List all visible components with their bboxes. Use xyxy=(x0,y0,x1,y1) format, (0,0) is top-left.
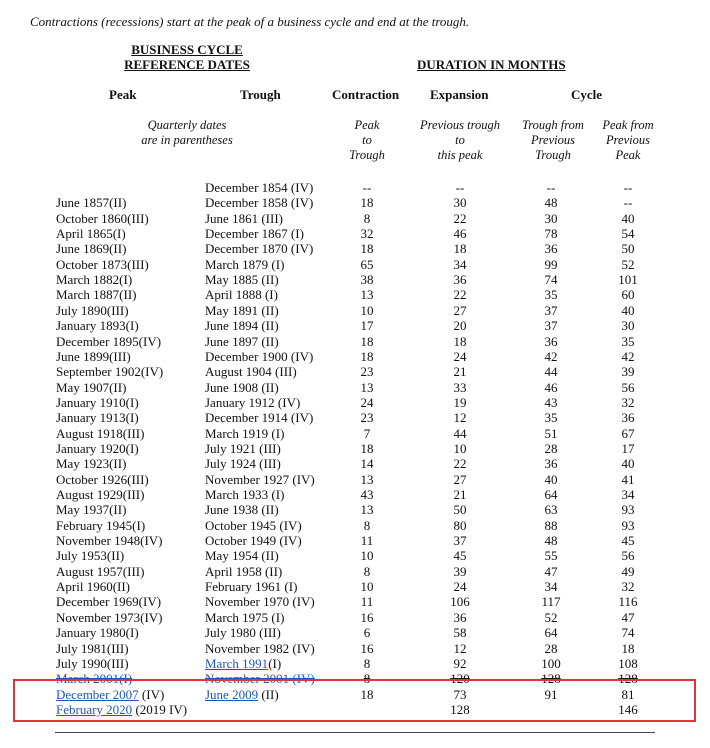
contraction-cell: 16 xyxy=(360,609,374,625)
trough-date: June 1897 (II) xyxy=(205,333,279,349)
expansion-cell: 92 xyxy=(453,655,467,671)
cycle-trough-cell: 37 xyxy=(544,318,558,334)
contraction-cell: 17 xyxy=(360,318,374,334)
trough-cell xyxy=(205,287,278,302)
trough-date: January 1912 (IV) xyxy=(205,394,301,410)
cycle-trough-cell: 43 xyxy=(544,394,558,410)
trough-cell xyxy=(205,334,279,349)
cycle-trough-cell: 128 xyxy=(541,671,561,687)
trough-cell xyxy=(205,195,313,210)
peak-cell xyxy=(56,656,129,671)
contraction-cell: 8 xyxy=(363,655,371,671)
cycle-peak-cell: 50 xyxy=(621,241,635,257)
peak-cell xyxy=(56,334,161,349)
contraction-cell: 32 xyxy=(360,226,374,242)
trough-cell xyxy=(205,226,304,241)
trough-date: February 1961 (I) xyxy=(205,579,298,595)
cycle-trough-cell: 36 xyxy=(544,456,558,472)
trough-cell xyxy=(205,641,315,656)
trough-date: October 1945 (IV) xyxy=(205,517,302,533)
peak-date: October 1860(III) xyxy=(56,210,149,226)
trough-date: March 1975 (I) xyxy=(205,609,285,625)
peak-cell xyxy=(56,410,139,425)
contraction-cell: 24 xyxy=(360,394,374,410)
trough-from-2: Previous xyxy=(531,133,575,147)
contraction-cell: 6 xyxy=(363,625,371,641)
cycle-trough-cell: 47 xyxy=(544,563,558,579)
cycle-peak-cell: 116 xyxy=(618,594,638,610)
peak-date: January 1980(I) xyxy=(56,625,139,641)
peak-date: March 1882(I) xyxy=(56,272,133,288)
peak-date: November 1973(IV) xyxy=(56,609,163,625)
contraction-cell: 18 xyxy=(360,195,374,211)
cycle-trough-cell: 35 xyxy=(544,287,558,303)
trough-cell xyxy=(205,518,302,533)
peak-cell xyxy=(56,441,139,456)
peak-cell xyxy=(56,395,139,410)
peak-date: February 1945(I) xyxy=(56,517,146,533)
cycle-trough-cell: 117 xyxy=(541,594,561,610)
cycle-trough-cell: 78 xyxy=(544,226,558,242)
peak-cell xyxy=(56,594,161,609)
peak-date: July 1981(III) xyxy=(56,640,129,656)
contraction-cell: 8 xyxy=(363,517,371,533)
expansion-cell: 12 xyxy=(453,640,467,656)
trough-from-3: Trough xyxy=(535,148,571,162)
peak-date: January 1920(I) xyxy=(56,440,139,456)
trough-cell xyxy=(205,548,279,563)
trough-from-1: Trough from xyxy=(522,118,584,132)
quarterly-note-1: Quarterly dates xyxy=(147,118,227,132)
peak-cell xyxy=(56,533,163,548)
cycle-peak-cell: 74 xyxy=(621,625,635,641)
peak-cell xyxy=(56,303,129,318)
contraction-cell: 38 xyxy=(360,272,374,288)
cycle-peak-cell: 93 xyxy=(621,517,635,533)
contraction-cell: 13 xyxy=(360,502,374,518)
trough-date: November 1982 (IV) xyxy=(205,640,315,656)
expansion-cell: 37 xyxy=(453,533,467,549)
contraction-cell: 16 xyxy=(360,640,374,656)
cycle-peak-cell: 36 xyxy=(621,410,635,426)
duration-heading: DURATION IN MONTHS xyxy=(417,57,566,72)
expansion-cell: 12 xyxy=(453,410,467,426)
trough-date: April 1958 (II) xyxy=(205,563,283,579)
cycle-trough-cell: 55 xyxy=(544,548,558,564)
peak-date: October 1873(III) xyxy=(56,256,149,272)
contraction-cell: -- xyxy=(362,180,372,195)
expansion-cell: 27 xyxy=(453,302,467,318)
cycle-trough-cell: 46 xyxy=(544,379,558,395)
cycle-trough-cell: 30 xyxy=(544,210,558,226)
contraction-cell: 13 xyxy=(360,379,374,395)
contraction-cell: 7 xyxy=(363,425,371,441)
cycle-peak-cell: 35 xyxy=(621,333,635,349)
trough-date: July 1924 (III) xyxy=(205,456,281,472)
peak-cell xyxy=(56,257,149,272)
trough-date: November 1970 (IV) xyxy=(205,594,315,610)
contraction-cell: 18 xyxy=(360,348,374,364)
cycle-peak-cell: 32 xyxy=(621,394,635,410)
trough-date: June 1908 (II) xyxy=(205,379,279,395)
peak-cell xyxy=(56,364,163,379)
trough-date: June 1938 (II) xyxy=(205,502,279,518)
expansion-cell: 106 xyxy=(450,594,470,610)
expansion-header: Expansion xyxy=(430,87,489,102)
trough-quarter: (I) xyxy=(268,655,282,671)
contraction-cell: 13 xyxy=(360,287,374,303)
trough-cell xyxy=(205,257,284,272)
trough-date: May 1954 (II) xyxy=(205,548,279,564)
trough-date: March 1933 (I) xyxy=(205,487,285,502)
peak-date: July 1990(III) xyxy=(56,655,129,671)
trough-cell xyxy=(205,472,315,487)
trough-cell xyxy=(205,395,300,410)
peak-date: April 1865(I) xyxy=(56,226,126,242)
cycle-peak-cell: 56 xyxy=(621,548,635,564)
expansion-cell: 34 xyxy=(453,256,467,272)
cycle-peak-cell: 45 xyxy=(621,533,635,549)
contraction-cell: 10 xyxy=(360,548,374,564)
peak-date: January 1893(I) xyxy=(56,318,139,334)
expansion-cell: 22 xyxy=(453,287,467,303)
cycle-peak-cell: 17 xyxy=(621,440,635,456)
peak-date: April 1960(II) xyxy=(56,579,131,595)
trough-struck: November 2001 (IV) xyxy=(205,671,315,687)
expansion-cell: -- xyxy=(455,180,465,195)
trough-date: December 1854 (IV) xyxy=(205,180,314,195)
intro-note: Contractions (recessions) start at the peak of a business cycle and end at the trough. xyxy=(30,14,470,29)
cycle-trough-cell: 52 xyxy=(544,609,558,625)
peak-date: July 1953(II) xyxy=(56,548,125,564)
peak-cell xyxy=(56,564,144,579)
peak-date: November 1948(IV) xyxy=(56,533,163,549)
trough-cell xyxy=(205,656,281,671)
cycle-trough-cell: 64 xyxy=(544,625,558,641)
contraction-cell: 18 xyxy=(360,686,374,702)
trough-cell xyxy=(205,364,297,379)
cycle-peak-cell: 146 xyxy=(618,701,638,717)
trough-date: December 1867 (I) xyxy=(205,226,304,242)
peak-link[interactable]: December 2007 xyxy=(56,686,139,702)
trough-cell xyxy=(205,349,313,364)
peak-date: June 1857(II) xyxy=(56,195,127,211)
cycle-peak-cell: 42 xyxy=(621,348,635,364)
trough-date: April 1888 (I) xyxy=(205,287,278,303)
trough-date: October 1949 (IV) xyxy=(205,533,302,549)
peak-cell xyxy=(56,349,131,364)
cycle-peak-cell: -- xyxy=(623,195,633,211)
expansion-cell: 21 xyxy=(453,364,467,380)
trough-date: March 1879 (I) xyxy=(205,256,285,272)
cycle-trough-cell: 91 xyxy=(544,686,558,702)
peak-quarter: (2019 IV) xyxy=(132,701,188,717)
peak-date: September 1902(IV) xyxy=(56,364,164,380)
cycle-peak-cell: 52 xyxy=(621,256,635,272)
cycle-trough-cell: 63 xyxy=(544,502,558,518)
cycle-peak-cell: 81 xyxy=(621,686,635,702)
cycle-peak-cell: 39 xyxy=(621,364,635,380)
cycle-trough-cell: 28 xyxy=(544,440,558,456)
trough-date: December 1914 (IV) xyxy=(205,410,314,426)
trough-date: June 1861 (III) xyxy=(205,210,283,226)
expansion-cell: 22 xyxy=(453,210,467,226)
trough-cell xyxy=(205,579,297,594)
cycle-peak-cell: 67 xyxy=(621,425,635,441)
trough-date: December 1900 (IV) xyxy=(205,348,314,364)
trough-cell xyxy=(205,456,281,471)
trough-date: June 1894 (II) xyxy=(205,318,279,334)
cycle-peak-cell: 49 xyxy=(621,563,635,579)
cycle-trough-cell: 74 xyxy=(544,272,558,288)
expansion-cell: 24 xyxy=(453,579,467,595)
cycle-peak-cell: 30 xyxy=(621,318,635,334)
trough-cell xyxy=(205,410,313,425)
trough-cell xyxy=(205,625,281,640)
expansion-cell: 27 xyxy=(453,471,467,487)
peak-cell xyxy=(56,318,139,333)
expansion-cell: 19 xyxy=(453,394,467,410)
cycle-trough-cell: 64 xyxy=(544,487,558,502)
trough-cell xyxy=(205,564,282,579)
contraction-header: Contraction xyxy=(332,87,400,102)
cycle-trough-cell: 34 xyxy=(544,579,558,595)
expansion-cell: 18 xyxy=(453,333,467,349)
expansion-cell: 80 xyxy=(453,517,467,533)
contraction-cell: 11 xyxy=(360,594,374,610)
contraction-cell: 65 xyxy=(360,256,374,272)
expansion-cell: 33 xyxy=(453,379,467,395)
expansion-cell: 36 xyxy=(453,609,467,625)
cycle-peak-cell: 41 xyxy=(621,471,635,487)
trough-date: July 1980 (III) xyxy=(205,625,281,641)
cycle-trough-cell: 48 xyxy=(544,195,558,211)
ref-dates-heading-1: BUSINESS CYCLE xyxy=(131,42,243,57)
cycle-trough-cell: 35 xyxy=(544,410,558,426)
peak-date: August 1918(III) xyxy=(56,425,145,441)
peak-date: May 1923(II) xyxy=(56,456,127,472)
expansion-cell: 45 xyxy=(453,548,467,564)
peak-cell xyxy=(56,287,137,302)
cycle-peak-cell: 60 xyxy=(621,287,635,303)
trough-cell xyxy=(205,303,279,318)
peak-cell xyxy=(56,641,129,656)
cycle-peak-cell: 56 xyxy=(621,379,635,395)
contraction-cell: 18 xyxy=(360,241,374,257)
cycle-trough-cell: -- xyxy=(546,180,556,195)
contraction-cell: 10 xyxy=(360,579,374,595)
cycle-trough-cell: 37 xyxy=(544,302,558,318)
peak-cell xyxy=(56,548,124,563)
peak-date: January 1913(I) xyxy=(56,410,139,426)
trough-date: November 1927 (IV) xyxy=(205,471,315,487)
peak-cell xyxy=(56,195,126,210)
trough-cell xyxy=(205,318,279,333)
peak-date: June 1899(III) xyxy=(56,348,131,364)
peak-cell xyxy=(56,610,163,625)
contraction-cell: 8 xyxy=(363,563,371,579)
expansion-cell: 24 xyxy=(453,348,467,364)
peak-to-trough-3: Trough xyxy=(349,148,385,162)
peak-cell xyxy=(56,226,126,241)
expansion-cell: 30 xyxy=(453,195,467,211)
cycle-peak-cell: 101 xyxy=(618,272,638,288)
bottom-rule xyxy=(55,732,655,733)
contraction-cell: 43 xyxy=(360,487,374,502)
cycle-peak-cell: 40 xyxy=(621,210,635,226)
contraction-cell: 8 xyxy=(363,210,371,226)
peak-cell xyxy=(56,241,126,256)
peak-cell xyxy=(56,502,126,517)
peak-date: August 1957(III) xyxy=(56,563,145,579)
peak-quarter: (IV) xyxy=(138,686,165,702)
peak-from-3: Peak xyxy=(615,148,641,162)
trough-date: December 1858 (IV) xyxy=(205,195,314,211)
cycle-peak-cell: 108 xyxy=(618,655,638,671)
contraction-cell: 13 xyxy=(360,471,374,487)
peak-to-trough-1: Peak xyxy=(354,118,380,132)
peak-cell xyxy=(56,625,139,640)
peak-date: May 1907(II) xyxy=(56,379,127,395)
peak-date: December 1895(IV) xyxy=(56,333,162,349)
peak-cell xyxy=(56,579,130,594)
expansion-cell: 73 xyxy=(453,686,467,702)
peak-date: July 1890(III) xyxy=(56,302,129,318)
cycle-peak-cell: 40 xyxy=(621,456,635,472)
peak-date: December 1969(IV) xyxy=(56,594,162,610)
trough-cell xyxy=(205,502,279,517)
peak-cell xyxy=(56,472,149,487)
cycle-trough-cell: 99 xyxy=(544,256,558,272)
trough-date: December 1870 (IV) xyxy=(205,241,314,257)
peak-from-2: Previous xyxy=(606,133,650,147)
cycle-peak-cell: 47 xyxy=(621,609,635,625)
cycle-peak-cell: 32 xyxy=(621,579,635,595)
cycle-peak-cell: 93 xyxy=(621,502,635,518)
cycle-trough-cell: 88 xyxy=(544,517,558,533)
cycle-peak-cell: 18 xyxy=(621,640,635,656)
peak-date: August 1929(III) xyxy=(56,487,145,502)
trough-date: March 1919 (I) xyxy=(205,425,285,441)
cycle-trough-cell: 42 xyxy=(544,348,558,364)
trough-quarter: (II) xyxy=(258,686,279,702)
trough-header: Trough xyxy=(240,87,281,102)
trough-cell xyxy=(205,272,279,287)
expansion-cell: 18 xyxy=(453,241,467,257)
trough-date: July 1921 (III) xyxy=(205,440,281,456)
peak-cell xyxy=(56,487,144,502)
peak-cell xyxy=(56,211,149,226)
trough-date: May 1891 (II) xyxy=(205,302,279,318)
trough-link[interactable]: March 1991 xyxy=(205,655,269,671)
expansion-cell: 58 xyxy=(453,625,467,641)
ref-dates-heading-2: REFERENCE DATES xyxy=(124,57,250,72)
contraction-cell: 18 xyxy=(360,333,374,349)
expansion-cell: 46 xyxy=(453,226,467,242)
peak-date: October 1926(III) xyxy=(56,471,149,487)
peak-cell xyxy=(56,272,132,287)
trough-cell xyxy=(205,533,302,548)
contraction-cell: 10 xyxy=(360,302,374,318)
peak-date: June 1869(II) xyxy=(56,241,127,257)
expansion-cell: 44 xyxy=(453,425,467,441)
expansion-cell: 10 xyxy=(453,440,467,456)
cycle-peak-cell: 34 xyxy=(621,487,635,502)
expansion-cell: 120 xyxy=(450,671,470,687)
contraction-cell: 23 xyxy=(360,364,374,380)
peak-date: January 1910(I) xyxy=(56,394,139,410)
trough-cell xyxy=(205,380,279,395)
contraction-cell: 18 xyxy=(360,440,374,456)
highlight-box xyxy=(13,679,696,722)
expansion-cell: 128 xyxy=(450,701,470,717)
peak-cell xyxy=(56,426,144,441)
quarterly-note-2: are in parentheses xyxy=(141,133,233,147)
trough-cell xyxy=(205,426,284,441)
cycle-trough-cell: 40 xyxy=(544,471,558,487)
expansion-cell: 22 xyxy=(453,456,467,472)
cycle-peak-cell: 128 xyxy=(618,671,638,687)
prev-trough-3: this peak xyxy=(437,148,483,162)
contraction-cell: 11 xyxy=(360,533,374,549)
expansion-cell: 39 xyxy=(453,563,467,579)
cycle-trough-cell: 51 xyxy=(544,425,558,441)
trough-cell xyxy=(205,241,313,256)
peak-date: May 1937(II) xyxy=(56,502,127,518)
cycle-trough-cell: 36 xyxy=(544,333,558,349)
prev-trough-2: to xyxy=(455,133,465,147)
peak-cell xyxy=(56,456,126,471)
expansion-cell: 36 xyxy=(453,272,467,288)
cycle-peak-cell: 40 xyxy=(621,302,635,318)
peak-to-trough-2: to xyxy=(362,133,372,147)
expansion-cell: 20 xyxy=(453,318,467,334)
cycle-peak-cell: -- xyxy=(623,180,633,195)
trough-date: August 1904 (III) xyxy=(205,364,297,380)
trough-cell xyxy=(205,441,281,456)
expansion-cell: 50 xyxy=(453,502,467,518)
cycle-header: Cycle xyxy=(571,87,603,102)
peak-link[interactable]: February 2020 xyxy=(56,701,133,717)
trough-cell xyxy=(205,594,315,609)
trough-cell xyxy=(205,487,284,502)
trough-link[interactable]: June 2009 xyxy=(205,686,259,702)
cycle-trough-cell: 28 xyxy=(544,640,558,656)
peak-cell xyxy=(56,518,145,533)
cycle-peak-cell: 54 xyxy=(621,226,635,242)
trough-cell xyxy=(205,211,283,226)
cycle-trough-cell: 48 xyxy=(544,533,558,549)
contraction-cell: 23 xyxy=(360,410,374,426)
peak-struck: March 2001(I) xyxy=(56,671,133,687)
prev-trough-1: Previous trough xyxy=(420,118,500,132)
contraction-cell: 14 xyxy=(360,456,374,472)
trough-date: May 1885 (II) xyxy=(205,272,279,288)
contraction-cell: 8 xyxy=(363,671,371,687)
peak-from-1: Peak from xyxy=(602,118,654,132)
peak-date: March 1887(II) xyxy=(56,287,137,303)
trough-cell xyxy=(205,610,284,625)
peak-header: Peak xyxy=(109,87,137,102)
trough-cell xyxy=(205,180,313,195)
cycle-trough-cell: 100 xyxy=(541,655,561,671)
expansion-cell: 21 xyxy=(453,487,467,502)
peak-cell xyxy=(56,380,126,395)
cycle-trough-cell: 44 xyxy=(544,364,558,380)
cycle-trough-cell: 36 xyxy=(544,241,558,257)
